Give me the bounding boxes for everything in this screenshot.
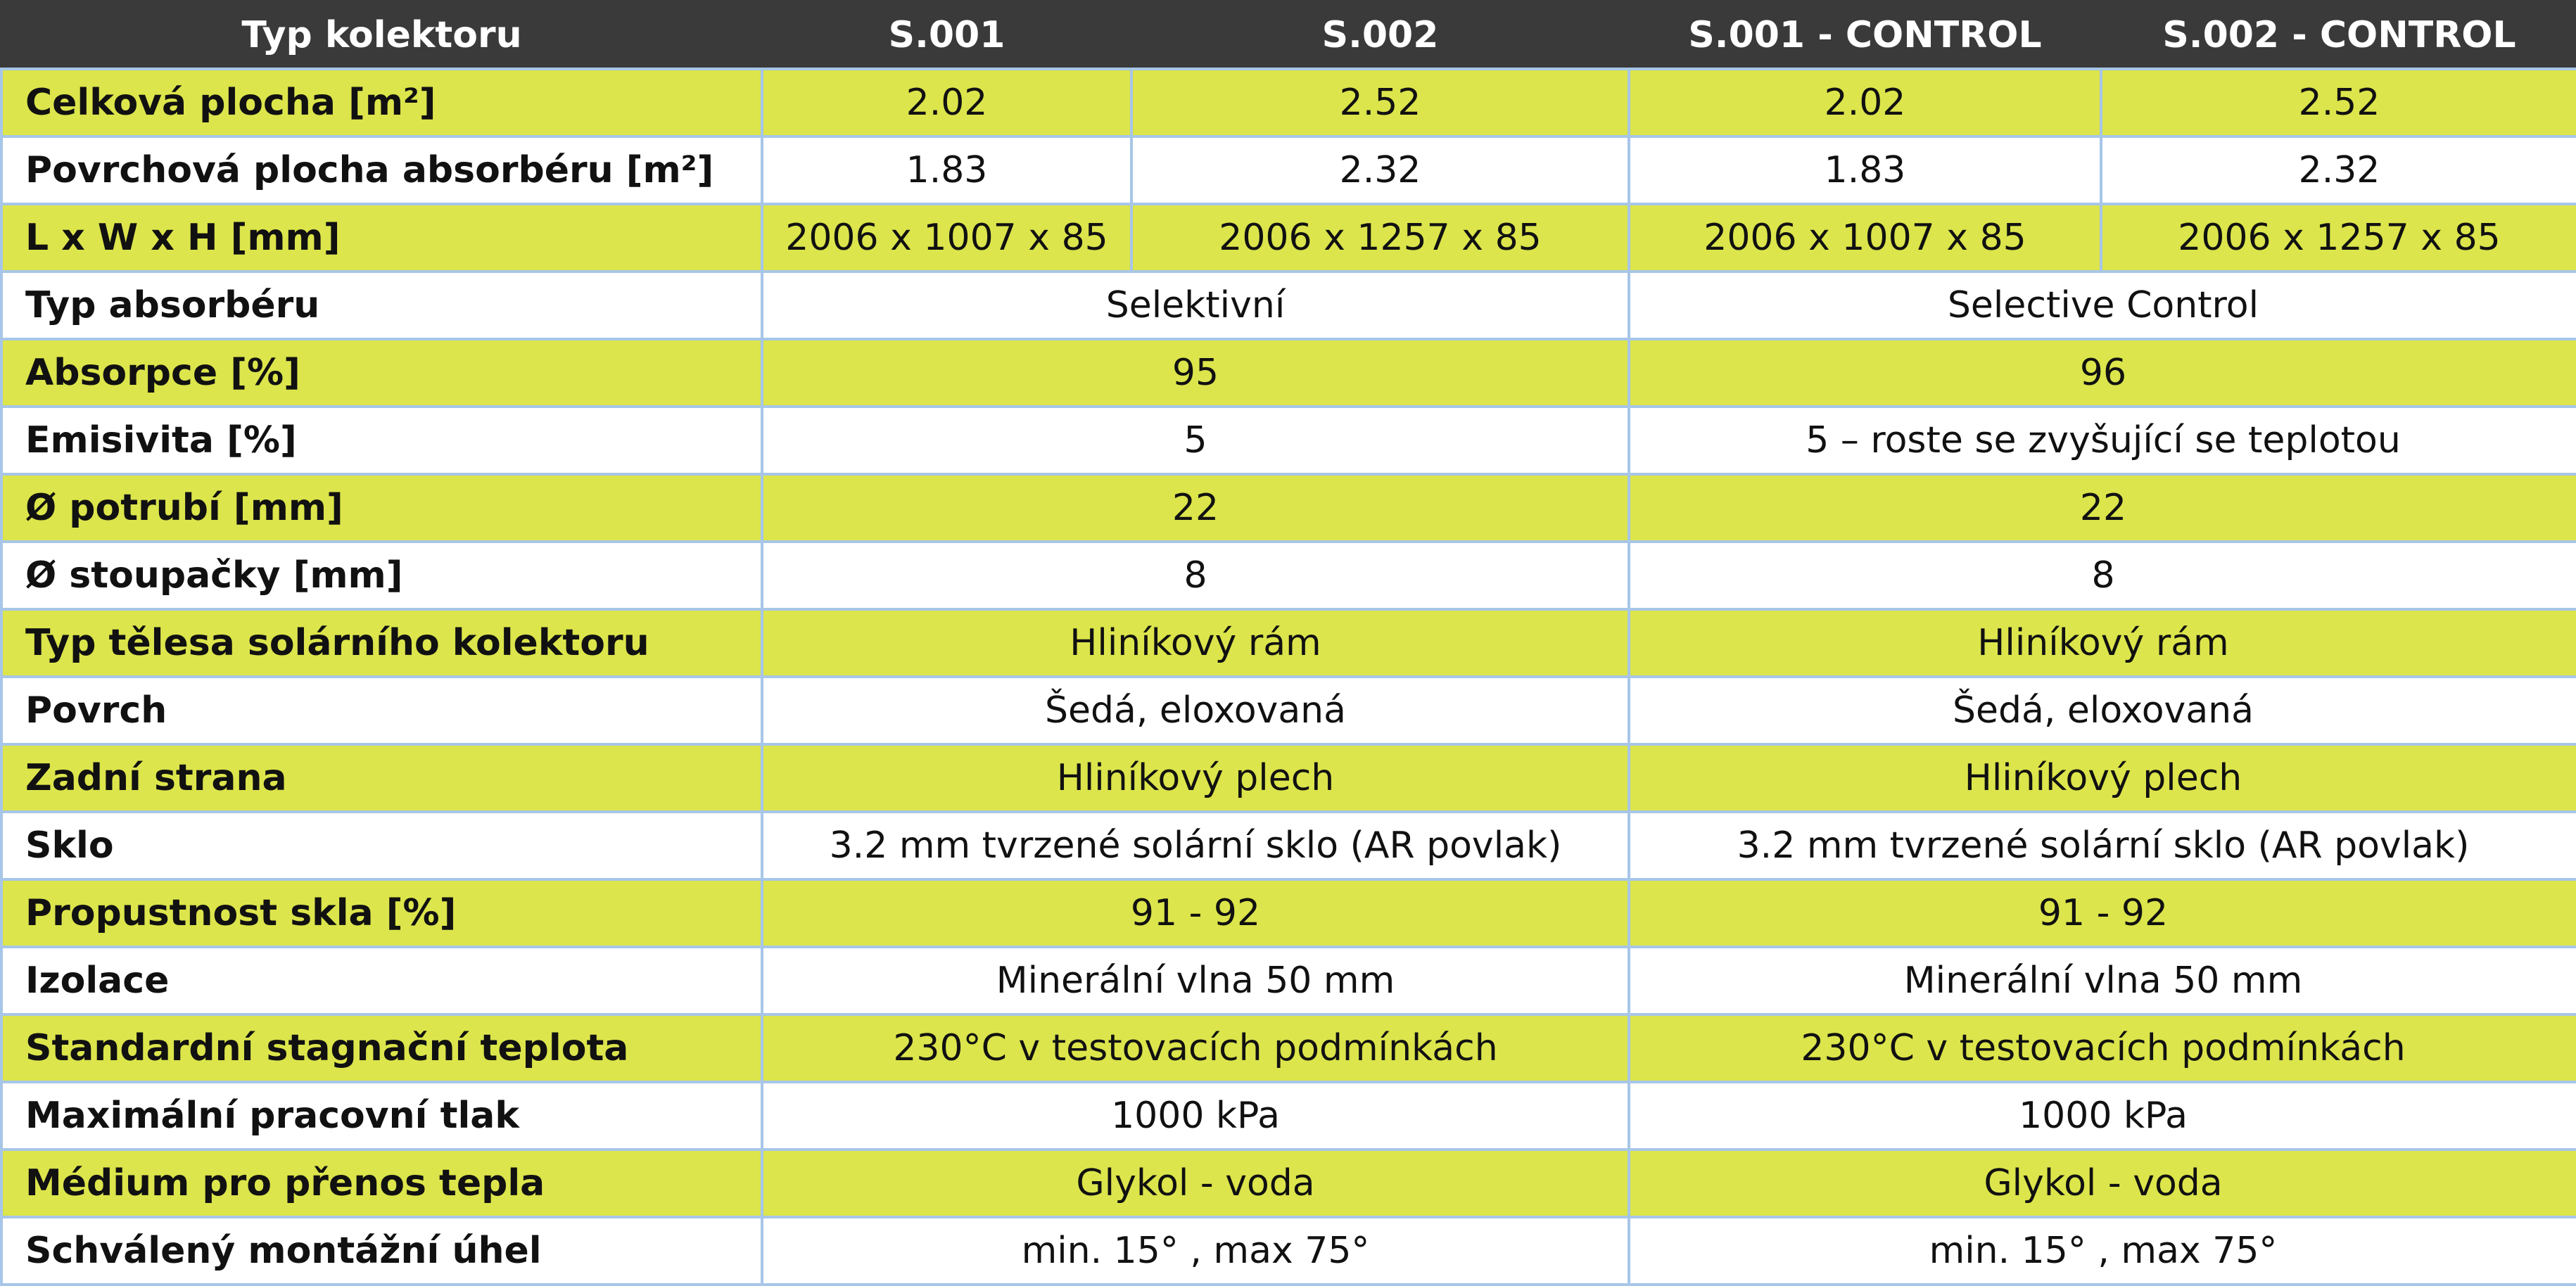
- table-row: [1, 812, 2576, 879]
- table-row: [1, 744, 2576, 812]
- cell-value: Hliníkový rám: [762, 609, 1629, 677]
- cell-value: Glykol - voda: [762, 1150, 1629, 1217]
- table-header-row: [1, 1, 2576, 69]
- cell-value: min. 15° , max 75°: [1629, 1217, 2576, 1285]
- table-row: [1, 339, 2576, 407]
- cell-value: 2.02: [1629, 69, 2101, 136]
- table-row: [1, 879, 2576, 947]
- cell-value: 1000 kPa: [1629, 1082, 2576, 1150]
- cell-value: 22: [762, 474, 1629, 542]
- table-row: [1, 1217, 2576, 1285]
- cell-value: 3.2 mm tvrzené solární sklo (AR povlak): [1629, 812, 2576, 879]
- header-s001: S.001: [762, 1, 1131, 69]
- table-row: [1, 204, 2576, 272]
- cell-value: 91 - 92: [762, 879, 1629, 947]
- row-label: Standardní stagnační teplota: [1, 1014, 762, 1082]
- cell-value: 2006 x 1007 x 85: [762, 204, 1131, 272]
- cell-value: 2006 x 1257 x 85: [2101, 204, 2576, 272]
- row-label: Médium pro přenos tepla: [1, 1150, 762, 1217]
- row-label: Ø potrubí [mm]: [1, 474, 762, 542]
- cell-value: 2.32: [2101, 136, 2576, 204]
- cell-value: Glykol - voda: [1629, 1150, 2576, 1217]
- row-label: Schválený montážní úhel: [1, 1217, 762, 1285]
- cell-value: Selective Control: [1629, 272, 2576, 339]
- cell-value: Šedá, eloxovaná: [762, 677, 1629, 744]
- table-row: [1, 136, 2576, 204]
- cell-value: 1000 kPa: [762, 1082, 1629, 1150]
- row-label: Absorpce [%]: [1, 339, 762, 407]
- row-label: Maximální pracovní tlak: [1, 1082, 762, 1150]
- cell-value: 1.83: [1629, 136, 2101, 204]
- cell-value: 2006 x 1007 x 85: [1629, 204, 2101, 272]
- cell-value: 91 - 92: [1629, 879, 2576, 947]
- row-label: Emisivita [%]: [1, 407, 762, 474]
- row-label: Propustnost skla [%]: [1, 879, 762, 947]
- cell-value: 2.52: [2101, 69, 2576, 136]
- header-s001-control: S.001 - CONTROL: [1629, 1, 2101, 69]
- cell-value: Minerální vlna 50 mm: [762, 947, 1629, 1014]
- header-s002-control: S.002 - CONTROL: [2101, 1, 2576, 69]
- cell-value: 230°C v testovacích podmínkách: [1629, 1014, 2576, 1082]
- cell-value: Hliníkový rám: [1629, 609, 2576, 677]
- cell-value: 5: [762, 407, 1629, 474]
- row-label: Ø stoupačky [mm]: [1, 542, 762, 609]
- cell-value: 3.2 mm tvrzené solární sklo (AR povlak): [762, 812, 1629, 879]
- table-row: [1, 474, 2576, 542]
- table-row: [1, 69, 2576, 136]
- header-s002: S.002: [1131, 1, 1629, 69]
- table-row: [1, 947, 2576, 1014]
- row-label: Izolace: [1, 947, 762, 1014]
- row-label: Povrch: [1, 677, 762, 744]
- cell-value: Hliníkový plech: [762, 744, 1629, 812]
- cell-value: 5 – roste se zvyšující se teplotou: [1629, 407, 2576, 474]
- table-row: [1, 677, 2576, 744]
- row-label: Typ tělesa solárního kolektoru: [1, 609, 762, 677]
- cell-value: Selektivní: [762, 272, 1629, 339]
- cell-value: 8: [762, 542, 1629, 609]
- row-label: Typ absorbéru: [1, 272, 762, 339]
- row-label: Povrchová plocha absorbéru [m²]: [1, 136, 762, 204]
- row-label: Sklo: [1, 812, 762, 879]
- cell-value: 2.32: [1131, 136, 1629, 204]
- table-row: [1, 1014, 2576, 1082]
- cell-value: 95: [762, 339, 1629, 407]
- table-row: [1, 1082, 2576, 1150]
- cell-value: 2006 x 1257 x 85: [1131, 204, 1629, 272]
- table-row: [1, 407, 2576, 474]
- cell-value: 96: [1629, 339, 2576, 407]
- cell-value: 230°C v testovacích podmínkách: [762, 1014, 1629, 1082]
- cell-value: min. 15° , max 75°: [762, 1217, 1629, 1285]
- table-row: [1, 542, 2576, 609]
- table-row: [1, 609, 2576, 677]
- row-label: Zadní strana: [1, 744, 762, 812]
- cell-value: Minerální vlna 50 mm: [1629, 947, 2576, 1014]
- row-label: L x W x H [mm]: [1, 204, 762, 272]
- cell-value: Šedá, eloxovaná: [1629, 677, 2576, 744]
- cell-value: 2.02: [762, 69, 1131, 136]
- cell-value: 1.83: [762, 136, 1131, 204]
- cell-value: Hliníkový plech: [1629, 744, 2576, 812]
- table-row: [1, 272, 2576, 339]
- cell-value: 2.52: [1131, 69, 1629, 136]
- table-row: [1, 1150, 2576, 1217]
- cell-value: 22: [1629, 474, 2576, 542]
- row-label: Celková plocha [m²]: [1, 69, 762, 136]
- header-collector-type: Typ kolektoru: [1, 1, 762, 69]
- cell-value: 8: [1629, 542, 2576, 609]
